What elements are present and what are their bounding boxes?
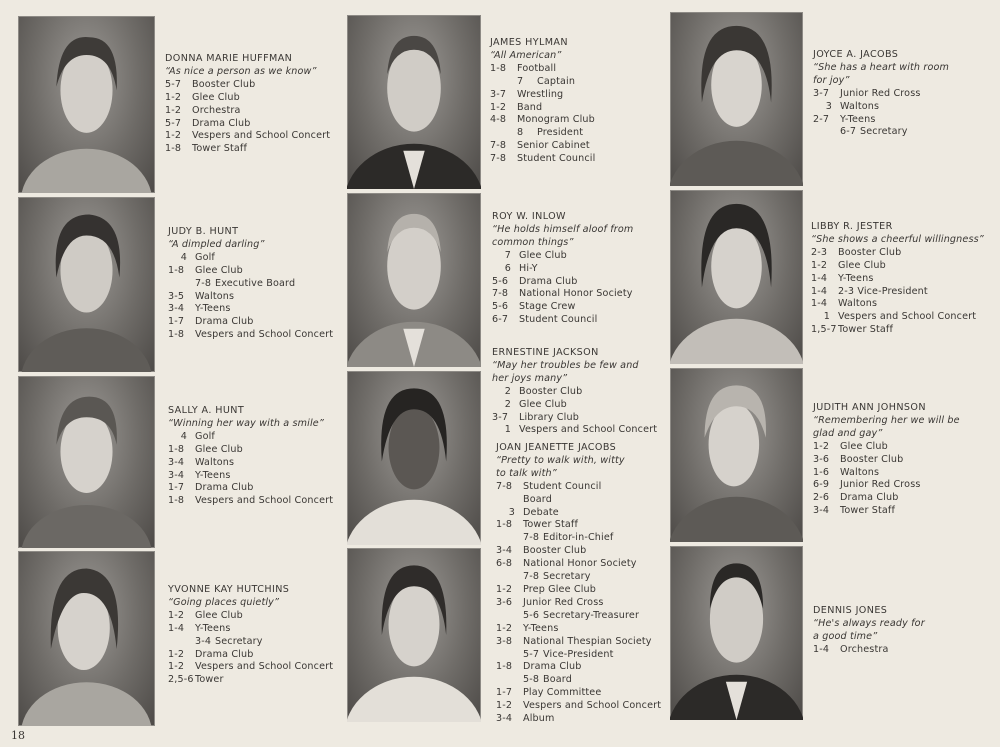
activity-years: 2-3	[811, 246, 828, 258]
activity-years	[496, 494, 523, 507]
activity-name: Student Council	[517, 153, 596, 165]
activity-row	[496, 481, 661, 494]
activity-years: 5-7	[523, 648, 540, 660]
activity-row	[168, 316, 333, 329]
activity-name: Y-Teens	[195, 303, 231, 315]
activity-name: Student Council	[519, 314, 598, 326]
activity-row	[168, 457, 333, 470]
activity-years: 7	[504, 249, 511, 261]
student-name: JOYCE A. JACOBS	[813, 49, 899, 60]
activity-years: 1-2	[811, 259, 828, 271]
activity-name: Captain	[537, 75, 576, 87]
activity-years: 1-8	[496, 661, 513, 673]
activity-years: 5-8	[523, 674, 540, 686]
student-name: SALLY A. HUNT	[168, 405, 245, 416]
activity-years: 3-4	[195, 635, 212, 647]
student-quote: “He's always ready for	[813, 617, 925, 629]
activity-years: 1-4	[811, 285, 828, 297]
activity-name: Y-Teens	[195, 469, 231, 481]
activity-years: 3-4	[813, 505, 830, 517]
activity-years: 2-6	[813, 492, 830, 504]
activity-years: 4-8	[490, 114, 507, 126]
activity-name: Secretary	[215, 635, 263, 647]
activity-row	[813, 101, 949, 114]
activity-name: Tower	[195, 674, 224, 686]
activity-row	[811, 286, 984, 299]
activity-years: 3-8	[496, 635, 513, 647]
activity-name: Vespers and School Concert	[195, 329, 334, 341]
activity-row	[811, 324, 984, 337]
activity-name: Vespers and School Concert	[192, 130, 331, 142]
activity-name: Waltons	[840, 466, 880, 478]
activity-years: 3-6	[813, 453, 830, 465]
activity-years: 1-8	[168, 443, 185, 455]
portrait-photo-sally-hunt	[18, 376, 155, 548]
activity-years: 3-4	[168, 456, 185, 468]
activity-name: Junior Red Cross	[840, 479, 921, 491]
student-quote: a good time”	[813, 630, 878, 642]
activity-row	[811, 247, 984, 260]
activity-row	[496, 532, 661, 545]
student-entry	[813, 402, 960, 518]
student-quote: “Winning her way with a smile”	[168, 417, 324, 429]
activity-row	[492, 399, 657, 412]
activity-years: 1-8	[165, 143, 182, 155]
activity-row	[813, 644, 925, 657]
activity-name: Vice-President	[543, 648, 614, 660]
activity-row	[811, 273, 984, 286]
activity-name: Student Council	[523, 480, 602, 492]
activity-years: 1	[823, 311, 830, 323]
activity-name: Library Club	[519, 411, 579, 423]
activity-row	[490, 153, 595, 166]
student-entry	[811, 221, 984, 337]
activity-name: Y-Teens	[195, 622, 231, 634]
student-quote: her joys many”	[492, 372, 568, 384]
portrait-photo-huffman	[18, 16, 155, 193]
activity-row	[496, 519, 661, 532]
activity-name: Glee Club	[195, 264, 243, 276]
portrait-photo-joan-jacobs	[347, 548, 481, 722]
portrait-photo-jester	[670, 190, 803, 364]
activity-name: Drama Club	[519, 275, 578, 287]
activity-years: 1-2	[165, 104, 182, 116]
activity-row	[165, 143, 330, 156]
activity-name: Y-Teens	[523, 622, 559, 634]
activity-name: Booster Club	[840, 453, 904, 465]
activity-years: 2	[504, 398, 511, 410]
activity-years: 1-2	[496, 700, 513, 712]
student-quote: glad and gay”	[813, 427, 883, 439]
activity-name: Y-Teens	[838, 272, 874, 284]
student-quote: “A dimpled darling”	[168, 238, 265, 250]
activity-years: 7-8	[195, 277, 212, 289]
student-name: DONNA MARIE HUFFMAN	[165, 53, 293, 64]
portrait-photo-jackson	[347, 371, 481, 545]
activity-row	[492, 263, 633, 276]
activity-name: Vespers and School Concert	[523, 700, 662, 712]
activity-name: Tower Staff	[523, 519, 578, 531]
activity-years: 1-8	[168, 264, 185, 276]
activity-years: 7-8	[496, 480, 513, 492]
activity-row	[168, 303, 333, 316]
activity-row	[492, 288, 633, 301]
activity-years: 3	[825, 100, 832, 112]
activity-row	[813, 88, 949, 101]
activity-years: 5-6	[492, 301, 509, 313]
activity-name: Orchestra	[192, 104, 241, 116]
activity-years: 1-7	[496, 687, 513, 699]
activity-years: 3-4	[168, 303, 185, 315]
activity-row	[490, 102, 595, 115]
activity-row	[492, 276, 633, 289]
activity-years: 7-8	[523, 571, 540, 583]
student-quote: “All American”	[490, 49, 562, 61]
student-entry	[496, 442, 661, 726]
student-entry	[492, 347, 657, 437]
activity-row	[168, 623, 333, 636]
activity-row	[168, 431, 333, 444]
activity-row	[813, 492, 960, 505]
student-name: JUDITH ANN JOHNSON	[813, 402, 926, 413]
page-number: 18	[11, 729, 25, 742]
activity-row	[813, 467, 960, 480]
activity-name: National Thespian Society	[523, 635, 652, 647]
activity-row	[496, 571, 661, 584]
activity-row	[168, 444, 333, 457]
activity-name: Booster Club	[519, 385, 583, 397]
activity-row	[490, 127, 595, 140]
activity-years: 7-8	[490, 140, 507, 152]
activity-name: Monogram Club	[517, 114, 595, 126]
activity-name: Drama Club	[840, 492, 899, 504]
activity-name: Debate	[523, 506, 559, 518]
activity-name: Glee Club	[840, 440, 888, 452]
student-entry	[490, 37, 595, 166]
activity-name: Executive Board	[215, 277, 296, 289]
activity-years: 1-2	[168, 609, 185, 621]
activity-name: Tower Staff	[192, 143, 247, 155]
activity-row	[496, 558, 661, 571]
student-quote: “Pretty to walk with, witty	[496, 454, 625, 466]
activity-row	[168, 649, 333, 662]
activity-name: Stage Crew	[519, 301, 576, 313]
activity-years: 4	[180, 251, 187, 263]
activity-name: Band	[517, 101, 543, 113]
activity-years: 1-2	[168, 661, 185, 673]
activity-row	[490, 76, 595, 89]
activity-row	[492, 412, 657, 425]
activity-years: 4	[180, 430, 187, 442]
activity-row	[496, 610, 661, 623]
portrait-photo-johnson	[670, 368, 803, 542]
activity-row	[496, 661, 661, 674]
activity-years: 2-7	[813, 113, 830, 125]
activity-years: 3-5	[168, 290, 185, 302]
activity-row	[165, 92, 330, 105]
activity-row	[496, 713, 661, 726]
activity-row	[813, 479, 960, 492]
activity-name: Booster Club	[838, 246, 902, 258]
activity-row	[168, 470, 333, 483]
activity-row	[811, 260, 984, 273]
activity-name: Secretary-Treasurer	[543, 609, 640, 621]
activity-years: 5-7	[165, 117, 182, 129]
activity-name: Vespers and School Concert	[519, 424, 658, 436]
student-name: JAMES HYLMAN	[490, 37, 568, 48]
activity-years: 1,5-7	[811, 324, 837, 336]
activity-name: Tower Staff	[838, 324, 893, 336]
activity-name: Drama Club	[192, 117, 251, 129]
activity-row	[492, 386, 657, 399]
portrait-photo-judy-hunt	[18, 197, 155, 372]
activity-row	[496, 584, 661, 597]
activity-years: 1-2	[496, 622, 513, 634]
activity-years: 1-4	[811, 272, 828, 284]
activity-row	[496, 649, 661, 662]
activity-name: Tower Staff	[840, 505, 895, 517]
activity-years: 1-8	[496, 519, 513, 531]
activity-row	[492, 250, 633, 263]
student-quote: for joy”	[813, 74, 850, 86]
activity-name: Booster Club	[192, 78, 256, 90]
activity-years: 1-2	[168, 648, 185, 660]
activity-row	[813, 441, 960, 454]
activity-row	[492, 424, 657, 437]
portrait-photo-inlow	[347, 193, 481, 367]
activity-row	[496, 636, 661, 649]
activity-years: 1-2	[165, 91, 182, 103]
student-name: ERNESTINE JACKSON	[492, 347, 599, 358]
activity-years: 1-2	[490, 101, 507, 113]
activity-row	[496, 623, 661, 636]
activity-row	[811, 311, 984, 324]
activity-years: 3-7	[490, 88, 507, 100]
activity-name: National Honor Society	[523, 558, 637, 570]
activity-years: 3-7	[492, 411, 509, 423]
activity-years: 7-8	[490, 153, 507, 165]
activity-years: 3-4	[496, 713, 513, 725]
activity-years: 3-6	[496, 596, 513, 608]
activity-years: 3-4	[496, 545, 513, 557]
student-name: ROY W. INLOW	[492, 211, 566, 222]
activity-years: 3	[508, 506, 515, 518]
student-entry	[813, 49, 949, 139]
activity-years: 2,5-6	[168, 674, 194, 686]
activity-name: 2-3 Vice-President	[838, 285, 928, 297]
activity-row	[811, 298, 984, 311]
activity-row	[165, 105, 330, 118]
activity-row	[165, 79, 330, 92]
student-quote: “He holds himself aloof from	[492, 223, 634, 235]
activity-row	[168, 661, 333, 674]
activity-years: 1-2	[165, 130, 182, 142]
activity-name: Drama Club	[195, 482, 254, 494]
activity-name: Glee Club	[519, 249, 567, 261]
activity-name: Editor-in-Chief	[543, 532, 614, 544]
student-entry	[492, 211, 633, 327]
student-name: JUDY B. HUNT	[168, 226, 239, 237]
activity-years: 6-9	[813, 479, 830, 491]
activity-row	[496, 674, 661, 687]
activity-name: Golf	[195, 430, 215, 442]
activity-row	[496, 507, 661, 520]
activity-years: 5-7	[165, 78, 182, 90]
activity-name: Y-Teens	[840, 113, 876, 125]
activity-years: 6-8	[496, 558, 513, 570]
activity-row	[490, 140, 595, 153]
activity-name: Glee Club	[838, 259, 886, 271]
activity-name: Junior Red Cross	[523, 596, 604, 608]
activity-years: 3-7	[813, 87, 830, 99]
activity-name: Football	[517, 62, 557, 74]
activity-years: 1-4	[811, 298, 828, 310]
activity-name: Drama Club	[195, 316, 254, 328]
portrait-photo-hutchins	[18, 551, 155, 726]
activity-name: Board	[543, 674, 572, 686]
activity-years: 1-2	[496, 583, 513, 595]
activity-row	[168, 482, 333, 495]
activity-name: Prep Glee Club	[523, 583, 596, 595]
student-quote: “She shows a cheerful willingness”	[811, 233, 984, 245]
activity-row	[168, 252, 333, 265]
activity-name: Golf	[195, 251, 215, 263]
student-name: YVONNE KAY HUTCHINS	[168, 584, 290, 595]
student-entry	[168, 405, 333, 508]
activity-row	[496, 597, 661, 610]
activity-years: 5-6	[492, 275, 509, 287]
activity-name: Waltons	[838, 298, 878, 310]
activity-row	[168, 291, 333, 304]
activity-name: Secretary	[543, 571, 591, 583]
student-quote: “She has a heart with room	[813, 61, 949, 73]
activity-name: Board	[523, 493, 552, 505]
activity-years: 1-8	[168, 329, 185, 341]
activity-name: National Honor Society	[519, 288, 633, 300]
activity-name: Drama Club	[195, 648, 254, 660]
student-entry	[165, 53, 330, 156]
student-quote: “Remembering her we will be	[813, 414, 960, 426]
student-name: LIBBY R. JESTER	[811, 221, 893, 232]
activity-name: Waltons	[195, 290, 235, 302]
portrait-photo-hylman	[347, 15, 481, 189]
activity-row	[492, 314, 633, 327]
activity-row	[490, 63, 595, 76]
activity-years: 1-8	[168, 495, 185, 507]
student-entry	[168, 226, 333, 342]
student-quote: “May her troubles be few and	[492, 359, 639, 371]
activity-name: Senior Cabinet	[517, 140, 590, 152]
activity-row	[168, 610, 333, 623]
activity-years: 2	[504, 385, 511, 397]
activity-years: 6-7	[492, 314, 509, 326]
activity-years: 1-2	[813, 440, 830, 452]
activity-name: Album	[523, 713, 555, 725]
activity-name: President	[537, 127, 584, 139]
portrait-photo-joyce-jacobs	[670, 12, 803, 186]
activity-name: Vespers and School Concert	[195, 661, 334, 673]
activity-name: Wrestling	[517, 88, 564, 100]
portrait-photo-dennis-jones	[670, 546, 803, 720]
activity-name: Junior Red Cross	[840, 87, 921, 99]
activity-row	[813, 114, 949, 127]
activity-name: Glee Club	[519, 398, 567, 410]
activity-years: 7-8	[492, 288, 509, 300]
activity-years: 5-6	[523, 609, 540, 621]
student-name: DENNIS JONES	[813, 605, 888, 616]
student-quote: to talk with”	[496, 467, 557, 479]
activity-years: 6-7	[840, 126, 857, 138]
student-quote: “Going places quietly”	[168, 596, 280, 608]
activity-row	[165, 118, 330, 131]
activity-row	[813, 454, 960, 467]
activity-row	[492, 301, 633, 314]
activity-row	[496, 545, 661, 558]
activity-row	[496, 494, 661, 507]
activity-row	[168, 265, 333, 278]
student-name: JOAN JEANETTE JACOBS	[496, 442, 617, 453]
activity-name: Drama Club	[523, 661, 582, 673]
activity-row	[168, 636, 333, 649]
activity-name: Waltons	[195, 456, 235, 468]
activity-row	[813, 505, 960, 518]
activity-years: 1-7	[168, 482, 185, 494]
activity-name: Glee Club	[195, 609, 243, 621]
activity-name: Secretary	[860, 126, 908, 138]
activity-name: Vespers and School Concert	[195, 495, 334, 507]
activity-name: Glee Club	[192, 91, 240, 103]
activity-row	[496, 687, 661, 700]
activity-row	[165, 130, 330, 143]
activity-years: 7-8	[523, 532, 540, 544]
activity-name: Vespers and School Concert	[838, 311, 977, 323]
activity-name: Waltons	[840, 100, 880, 112]
activity-row	[168, 495, 333, 508]
activity-years: 7	[517, 75, 524, 87]
activity-years: 1-7	[168, 316, 185, 328]
activity-row	[496, 700, 661, 713]
activity-years: 8	[517, 127, 524, 139]
activity-years: 1-4	[168, 622, 185, 634]
activity-years: 1-8	[490, 62, 507, 74]
activity-years: 3-4	[168, 469, 185, 481]
activity-name: Orchestra	[840, 643, 889, 655]
activity-years: 6	[504, 262, 511, 274]
student-quote: common things”	[492, 236, 574, 248]
activity-years: 1-4	[813, 643, 830, 655]
activity-name: Hi-Y	[519, 262, 538, 274]
activity-row	[813, 126, 949, 139]
student-quote: “As nice a person as we know”	[165, 65, 317, 77]
student-entry	[168, 584, 333, 687]
activity-row	[490, 89, 595, 102]
activity-years: 1-6	[813, 466, 830, 478]
activity-row	[168, 329, 333, 342]
activity-name: Booster Club	[523, 545, 587, 557]
activity-row	[168, 278, 333, 291]
activity-row	[168, 674, 333, 687]
student-entry	[813, 605, 925, 657]
activity-name: Play Committee	[523, 687, 602, 699]
activity-row	[490, 114, 595, 127]
activity-years: 1	[504, 424, 511, 436]
activity-name: Glee Club	[195, 443, 243, 455]
